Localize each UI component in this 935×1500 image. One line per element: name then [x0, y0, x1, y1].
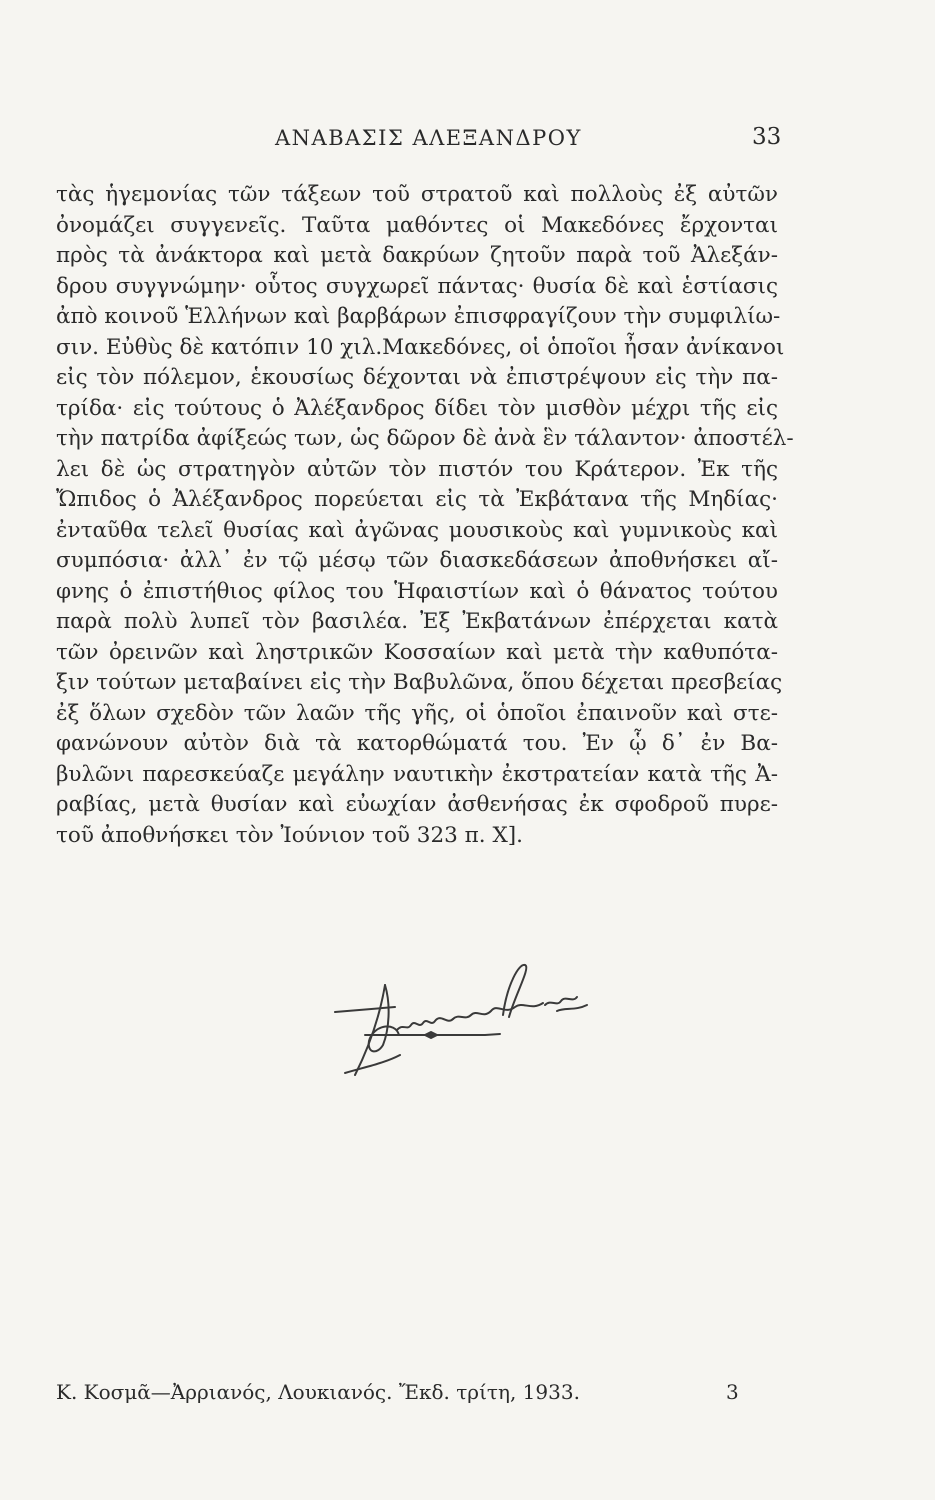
text-line: ὀνομάζει συγγενεῖς. Ταῦτα μαθόντες οἱ Μακεδόνες ἔρχονται [56, 212, 778, 238]
text-line: λει δὲ ὡς στρατηγὸν αὐτῶν τὸν πιστόν του Κράτερον. Ἐκ τῆς [56, 456, 778, 482]
text-line: συμπόσια· ἀλλ᾿ ἐν τῷ μέσῳ τῶν διασκεδάσεων ἀποθνήσκει αἴ- [56, 548, 778, 573]
text-line: ραβίας, μετὰ θυσίαν καὶ εὐωχίαν ἀσθενήσας ἐκ σφοδροῦ πυρε- [56, 792, 778, 817]
text-line: εἰς τὸν πόλεμον, ἑκουσίως δέχονται νὰ ἐπιστρέψουν εἰς τὴν πα- [56, 365, 778, 390]
text-line: φνης ὁ ἐπιστήθιος φίλος του Ἡφαιστίων καὶ ὁ θάνατος τούτου [56, 578, 778, 604]
text-line: τῶν ὀρεινῶν καὶ ληστρικῶν Κοσσαίων καὶ μετὰ τὴν καθυπότα- [56, 639, 778, 665]
text-line: τοῦ ἀποθνήσκει τὸν Ἰούνιον τοῦ 323 π. Χ]. [56, 822, 523, 848]
text-line: τὰς ἡγεμονίας τῶν τάξεων τοῦ στρατοῦ καὶ πολλοὺς ἐξ αὐτῶν [56, 182, 778, 207]
text-line: ξιν τούτων μεταβαίνει εἰς τὴν Βαβυλῶνα, ὅπου δέχεται πρεσβείας [56, 670, 783, 695]
body-text [56, 180, 794, 851]
text-line: σιν. Εὐθὺς δὲ κατόπιν 10 χιλ.Μακεδόνες, οἱ ὁποῖοι ἦσαν ἀνίκανοι [56, 334, 785, 360]
signature-mark: 3 [726, 1380, 739, 1404]
running-title: ΑΝΑΒΑΣΙΣ ΑΛΕΞΑΝΔΡΟΥ [275, 126, 582, 150]
page-number: 33 [752, 124, 782, 150]
text-line: φανώνουν αὐτὸν διὰ τὰ κατορθώματά του. Ἐν ᾧ δ᾿ ἐν Βα- [56, 731, 778, 756]
text-line: τρίδα· εἰς τούτους ὁ Ἀλέξανδρος δίδει τὸν μισθὸν μέχρι τῆς εἰς [56, 395, 778, 421]
text-line: ἀπὸ κοινοῦ Ἑλλήνων καὶ βαρβάρων ἐπισφραγίζουν τὴν συμφιλίω- [56, 304, 781, 329]
text-line: τὴν πατρίδα ἀφίξεώς των, ὡς δῶρον δὲ ἀνὰ ἓν τάλαντον· ἀποστέλ- [56, 426, 794, 451]
text-line: δρου συγγνώμην· οὗτος συγχωρεῖ πάντας· θυσία δὲ καὶ ἑστίασις [56, 273, 778, 299]
text-line: Ὤπιδος ὁ Ἀλέξανδρος πορεύεται εἰς τὰ Ἐκβάτανα τῆς Μηδίας· [56, 487, 778, 512]
handwritten-signature-icon [325, 955, 625, 1095]
text-line: πρὸς τὰ ἀνάκτορα καὶ μετὰ δακρύων ζητοῦν παρὰ τοῦ Ἀλεξάν- [56, 243, 778, 268]
text-line: παρὰ πολὺ λυπεῖ τὸν βασιλέα. Ἐξ Ἐκβατάνων ἐπέρχεται κατὰ [56, 609, 778, 634]
text-line: ἐξ ὅλων σχεδὸν τῶν λαῶν τῆς γῆς, οἱ ὁποῖοι ἐπαινοῦν καὶ στε- [56, 700, 778, 726]
text-line: βυλῶνι παρεσκεύαζε μεγάλην ναυτικὴν ἐκστρατείαν κατὰ τῆς Ἀ- [56, 761, 778, 787]
text-line: ἐνταῦθα τελεῖ θυσίας καὶ ἀγῶνας μουσικοὺς καὶ γυμνικοὺς καὶ [56, 517, 778, 543]
footer-citation: Κ. Κοσμᾶ—Ἀρριανός, Λουκιανός. Ἔκδ. τρίτη, 1933. [56, 1380, 580, 1404]
